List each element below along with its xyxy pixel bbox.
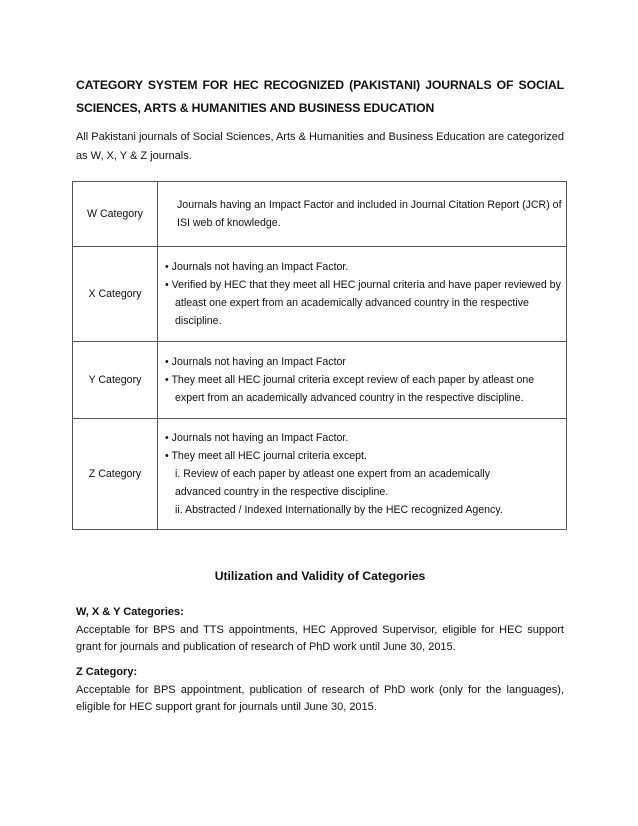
category-name: Y Category bbox=[73, 342, 158, 419]
document-page bbox=[76, 74, 564, 713]
sub-item: i. Review of each paper by atleast one expert from an academically bbox=[175, 468, 491, 480]
category-description bbox=[158, 182, 567, 247]
bullet-item: • Journals not having an Impact Factor bbox=[165, 356, 346, 368]
wxy-category-block bbox=[76, 604, 564, 657]
intro-paragraph: All Pakistani journals of Social Sciences, Arts & Humanities and Business Education are categorized as W, X, Y & Z journals. bbox=[76, 131, 564, 162]
category-description bbox=[158, 419, 567, 530]
z-category-block bbox=[76, 664, 564, 717]
bullet-item: • Journals not having an Impact Factor. bbox=[165, 261, 349, 273]
category-text: Journals having an Impact Factor and included in Journal Citation Report (JCR) of ISI web of knowledge. bbox=[177, 199, 562, 229]
table-row bbox=[73, 247, 567, 342]
category-description bbox=[158, 247, 567, 342]
z-category-text: Acceptable for BPS appointment, publication of research of PhD work (only for the languages), eligible for HEC support grant for journals until June 30, 2015. bbox=[76, 683, 564, 713]
category-name: W Category bbox=[73, 182, 158, 247]
bullet-item: • They meet all HEC journal criteria except. bbox=[165, 450, 367, 462]
bullet-item: • Journals not having an Impact Factor. bbox=[165, 432, 349, 444]
document-title: CATEGORY SYSTEM FOR HEC RECOGNIZED (PAKISTANI) JOURNALS OF SOCIAL SCIENCES, ARTS & HUMANITIES AND BUSINESS EDUCATION bbox=[76, 78, 564, 115]
table-row bbox=[73, 182, 567, 247]
wxy-category-text: Acceptable for BPS and TTS appointments, HEC Approved Supervisor, eligible for HEC support grant for journals and publication of research of PhD work until June 30, 2015. bbox=[76, 623, 564, 653]
category-name: Z Category bbox=[73, 419, 158, 530]
sub-item: advanced country in the respective discipline. bbox=[175, 486, 389, 498]
table-row bbox=[73, 419, 567, 530]
table-row bbox=[73, 342, 567, 419]
z-category-heading: Z Category: bbox=[76, 666, 138, 678]
category-table bbox=[72, 181, 567, 530]
wxy-category-heading: W, X & Y Categories: bbox=[76, 606, 184, 618]
bullet-item: • Verified by HEC that they meet all HEC journal criteria and have paper reviewed by atleast one expert from an academically advanced country in the respective discipline. bbox=[165, 279, 561, 327]
category-description bbox=[158, 342, 567, 419]
bullet-item: • They meet all HEC journal criteria except review of each paper by atleast one expert from an academically advanced country in the respective discipline. bbox=[165, 374, 535, 404]
utilization-heading: Utilization and Validity of Categories bbox=[214, 569, 426, 583]
category-name: X Category bbox=[73, 247, 158, 342]
sub-item: ii. Abstracted / Indexed Internationally by the HEC recognized Agency. bbox=[175, 504, 503, 516]
